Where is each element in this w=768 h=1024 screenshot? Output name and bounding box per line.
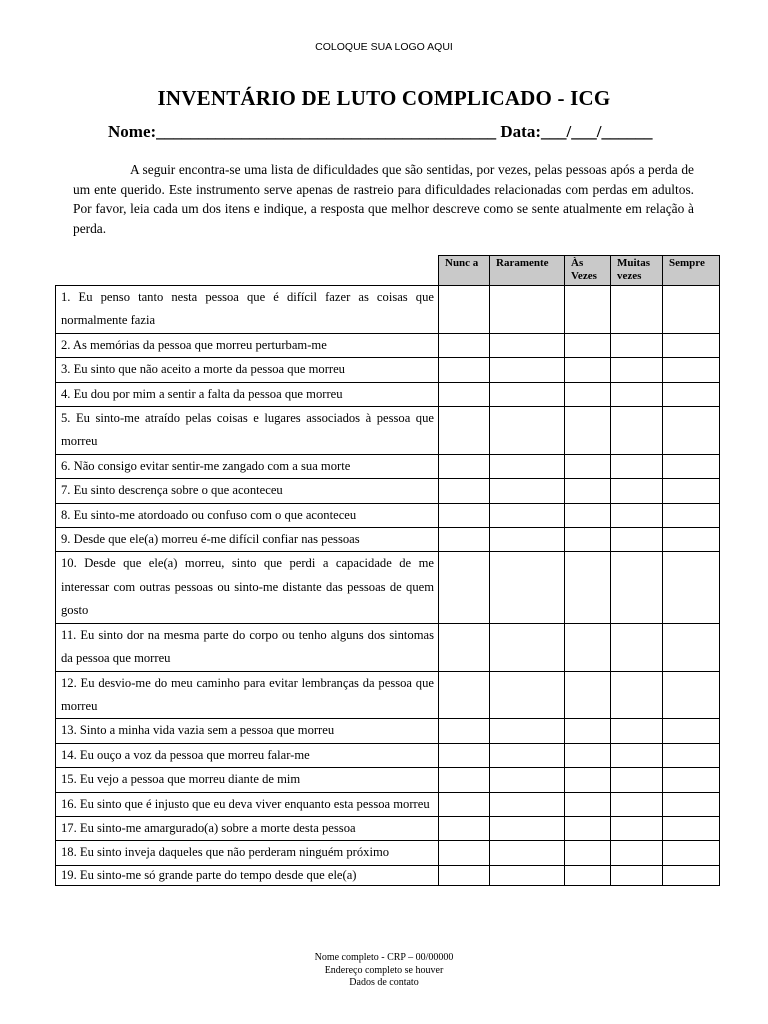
answer-cell-nunca[interactable]: [439, 623, 490, 671]
answer-cell-as-vezes[interactable]: [565, 552, 611, 623]
answer-cell-nunca[interactable]: [439, 671, 490, 719]
table-row: [56, 743, 720, 767]
answer-cell-sempre[interactable]: [663, 816, 720, 840]
question-text: 15. Eu vejo a pessoa que morreu diante de mim: [56, 768, 439, 792]
table-row: [56, 552, 720, 623]
answer-cell-as-vezes[interactable]: [565, 768, 611, 792]
answer-cell-as-vezes[interactable]: [565, 382, 611, 406]
answer-cell-as-vezes[interactable]: [565, 407, 611, 455]
footer-name-crp: Nome completo - CRP – 00/00000: [314, 952, 454, 963]
column-header-raramente: Raramente: [490, 256, 565, 286]
answer-cell-muitas-vezes[interactable]: [611, 792, 663, 816]
answer-cell-as-vezes[interactable]: [565, 503, 611, 527]
answer-cell-muitas-vezes[interactable]: [611, 552, 663, 623]
answer-cell-sempre[interactable]: [663, 407, 720, 455]
answer-cell-nunca[interactable]: [439, 454, 490, 478]
question-text: 8. Eu sinto-me atordoado ou confuso com o que aconteceu: [56, 503, 439, 527]
answer-cell-sempre[interactable]: [663, 358, 720, 382]
answer-cell-muitas-vezes[interactable]: [611, 841, 663, 865]
question-text: 16. Eu sinto que é injusto que eu deva viver enquanto esta pessoa morreu: [56, 792, 439, 816]
footer-address: Endereço completo se houver: [324, 964, 444, 976]
table-row: [56, 768, 720, 792]
answer-cell-nunca[interactable]: [439, 816, 490, 840]
answer-cell-sempre[interactable]: [663, 382, 720, 406]
question-text: 17. Eu sinto-me amargurado(a) sobre a morte desta pessoa: [56, 816, 439, 840]
answer-cell-raramente[interactable]: [490, 768, 565, 792]
answer-cell-as-vezes[interactable]: [565, 333, 611, 357]
answer-cell-raramente[interactable]: [490, 816, 565, 840]
answer-cell-muitas-vezes[interactable]: [611, 503, 663, 527]
answer-cell-raramente[interactable]: [490, 743, 565, 767]
answer-cell-muitas-vezes[interactable]: [611, 382, 663, 406]
answer-cell-muitas-vezes[interactable]: [611, 816, 663, 840]
answer-cell-sempre[interactable]: [663, 768, 720, 792]
answer-cell-nunca[interactable]: [439, 841, 490, 865]
answer-cell-sempre[interactable]: [663, 286, 720, 334]
answer-cell-sempre[interactable]: [663, 792, 720, 816]
answer-cell-nunca[interactable]: [439, 528, 490, 552]
answer-cell-nunca[interactable]: [439, 719, 490, 743]
answer-cell-sempre[interactable]: [663, 671, 720, 719]
answer-cell-raramente[interactable]: [490, 479, 565, 503]
answer-cell-sempre[interactable]: [663, 552, 720, 623]
question-text: 1. Eu penso tanto nesta pessoa que é difícil fazer as coisas que normalmente fazia: [56, 286, 439, 334]
instructions-paragraph: A seguir encontra-se uma lista de dificuldades que são sentidas, por vezes, pelas pessoas após a perda de um ente querido. Este instrumento serve apenas de rastreio para dificuldades relacionadas com perdas em adultos. Por favor, leia cada um dos itens e indique, a resposta que melhor descreve como se sente atualmente em relação à perda.: [73, 162, 694, 236]
answer-cell-raramente[interactable]: [490, 333, 565, 357]
answer-cell-sempre[interactable]: [663, 479, 720, 503]
table-row: [56, 719, 720, 743]
table-header-row: [56, 256, 720, 286]
answer-cell-sempre[interactable]: [663, 454, 720, 478]
answer-cell-raramente[interactable]: [490, 454, 565, 478]
answer-cell-sempre[interactable]: [663, 623, 720, 671]
logo-placeholder: COLOQUE SUA LOGO AQUI: [315, 41, 453, 53]
column-header-muitas-vezes: Muitas vezes: [611, 256, 663, 286]
answer-cell-nunca[interactable]: [439, 503, 490, 527]
answer-cell-raramente[interactable]: [490, 358, 565, 382]
table-row: [56, 865, 720, 885]
table-row: [56, 528, 720, 552]
column-header-as-vezes: Às Vezes: [565, 256, 611, 286]
answer-cell-sempre[interactable]: [663, 528, 720, 552]
answer-cell-raramente[interactable]: [490, 503, 565, 527]
answer-cell-as-vezes[interactable]: [565, 719, 611, 743]
answer-cell-sempre[interactable]: [663, 841, 720, 865]
question-text: 19. Eu sinto-me só grande parte do tempo desde que ele(a): [56, 865, 439, 885]
question-text: 2. As memórias da pessoa que morreu perturbam-me: [56, 333, 439, 357]
table-row: [56, 454, 720, 478]
answer-cell-nunca[interactable]: [439, 865, 490, 885]
answer-cell-as-vezes[interactable]: [565, 528, 611, 552]
answer-cell-raramente[interactable]: [490, 671, 565, 719]
answer-cell-sempre[interactable]: [663, 333, 720, 357]
answer-cell-muitas-vezes[interactable]: [611, 479, 663, 503]
footer-contact: Dados de contato: [349, 977, 419, 988]
date-field[interactable]: ___/___/______: [541, 122, 653, 141]
question-text: 12. Eu desvio-me do meu caminho para evitar lembranças da pessoa que morreu: [56, 671, 439, 719]
answer-cell-as-vezes[interactable]: [565, 671, 611, 719]
footer: [0, 952, 768, 990]
answer-cell-muitas-vezes[interactable]: [611, 743, 663, 767]
answer-cell-raramente[interactable]: [490, 719, 565, 743]
answer-cell-raramente[interactable]: [490, 407, 565, 455]
name-date-line: [108, 122, 652, 142]
answer-cell-as-vezes[interactable]: [565, 792, 611, 816]
answer-cell-muitas-vezes[interactable]: [611, 865, 663, 885]
answer-cell-as-vezes[interactable]: [565, 479, 611, 503]
name-label: Nome:: [108, 122, 157, 141]
answer-cell-raramente[interactable]: [490, 286, 565, 334]
question-text: 14. Eu ouço a voz da pessoa que morreu falar-me: [56, 743, 439, 767]
column-header-sempre: Sempre: [663, 256, 720, 286]
table-row: [56, 841, 720, 865]
answer-cell-as-vezes[interactable]: [565, 816, 611, 840]
answer-cell-as-vezes[interactable]: [565, 454, 611, 478]
answer-cell-as-vezes[interactable]: [565, 286, 611, 334]
table-row: [56, 333, 720, 357]
answer-cell-nunca[interactable]: [439, 552, 490, 623]
answer-cell-muitas-vezes[interactable]: [611, 333, 663, 357]
answer-cell-raramente[interactable]: [490, 382, 565, 406]
question-text: 3. Eu sinto que não aceito a morte da pessoa que morreu: [56, 358, 439, 382]
answer-cell-muitas-vezes[interactable]: [611, 719, 663, 743]
answer-cell-nunca[interactable]: [439, 333, 490, 357]
answer-cell-sempre[interactable]: [663, 865, 720, 885]
question-text: 7. Eu sinto descrença sobre o que aconteceu: [56, 479, 439, 503]
answer-cell-muitas-vezes[interactable]: [611, 623, 663, 671]
answer-cell-as-vezes[interactable]: [565, 358, 611, 382]
question-text: 9. Desde que ele(a) morreu é-me difícil confiar nas pessoas: [56, 528, 439, 552]
answer-cell-nunca[interactable]: [439, 479, 490, 503]
page-title: INVENTÁRIO DE LUTO COMPLICADO - ICG: [157, 86, 611, 110]
answer-cell-nunca[interactable]: [439, 792, 490, 816]
question-text: 6. Não consigo evitar sentir-me zangado com a sua morte: [56, 454, 439, 478]
answer-cell-as-vezes[interactable]: [565, 623, 611, 671]
answer-cell-sempre[interactable]: [663, 743, 720, 767]
question-text: 10. Desde que ele(a) morreu, sinto que perdi a capacidade de me interessar com outras pessoas ou sinto-me distante das pessoas de quem gosto: [56, 552, 439, 623]
question-text: 13. Sinto a minha vida vazia sem a pessoa que morreu: [56, 719, 439, 743]
answer-cell-raramente[interactable]: [490, 528, 565, 552]
name-field[interactable]: ________________________________________: [156, 122, 497, 141]
header-blank-cell: [56, 256, 439, 286]
answer-cell-as-vezes[interactable]: [565, 865, 611, 885]
table-row: [56, 671, 720, 719]
question-text: 18. Eu sinto inveja daqueles que não perderam ninguém próximo: [56, 841, 439, 865]
answer-cell-muitas-vezes[interactable]: [611, 454, 663, 478]
answer-cell-muitas-vezes[interactable]: [611, 358, 663, 382]
answer-cell-muitas-vezes[interactable]: [611, 528, 663, 552]
answer-cell-sempre[interactable]: [663, 719, 720, 743]
answer-cell-muitas-vezes[interactable]: [611, 407, 663, 455]
answer-cell-muitas-vezes[interactable]: [611, 286, 663, 334]
answer-cell-nunca[interactable]: [439, 407, 490, 455]
table-row: [56, 503, 720, 527]
table-row: [56, 358, 720, 382]
question-text: 11. Eu sinto dor na mesma parte do corpo ou tenho alguns dos sintomas da pessoa que morreu: [56, 623, 439, 671]
answer-cell-nunca[interactable]: [439, 768, 490, 792]
table-row: [56, 816, 720, 840]
questionnaire-table: [55, 255, 720, 886]
answer-cell-as-vezes[interactable]: [565, 841, 611, 865]
question-text: 4. Eu dou por mim a sentir a falta da pessoa que morreu: [56, 382, 439, 406]
answer-cell-muitas-vezes[interactable]: [611, 671, 663, 719]
table-row: [56, 479, 720, 503]
answer-cell-raramente[interactable]: [490, 552, 565, 623]
question-text: 5. Eu sinto-me atraído pelas coisas e lugares associados à pessoa que morreu: [56, 407, 439, 455]
answer-cell-raramente[interactable]: [490, 865, 565, 885]
column-header-nunca: Nunc a: [439, 256, 490, 286]
answer-cell-nunca[interactable]: [439, 743, 490, 767]
answer-cell-raramente[interactable]: [490, 623, 565, 671]
table-row: [56, 286, 720, 334]
answer-cell-nunca[interactable]: [439, 382, 490, 406]
answer-cell-muitas-vezes[interactable]: [611, 768, 663, 792]
answer-cell-nunca[interactable]: [439, 286, 490, 334]
table-row: [56, 407, 720, 455]
answer-cell-raramente[interactable]: [490, 792, 565, 816]
table-row: [56, 382, 720, 406]
table-row: [56, 623, 720, 671]
answer-cell-nunca[interactable]: [439, 358, 490, 382]
answer-cell-raramente[interactable]: [490, 841, 565, 865]
date-label: Data:: [500, 122, 542, 141]
answer-cell-as-vezes[interactable]: [565, 743, 611, 767]
answer-cell-sempre[interactable]: [663, 503, 720, 527]
table-row: [56, 792, 720, 816]
